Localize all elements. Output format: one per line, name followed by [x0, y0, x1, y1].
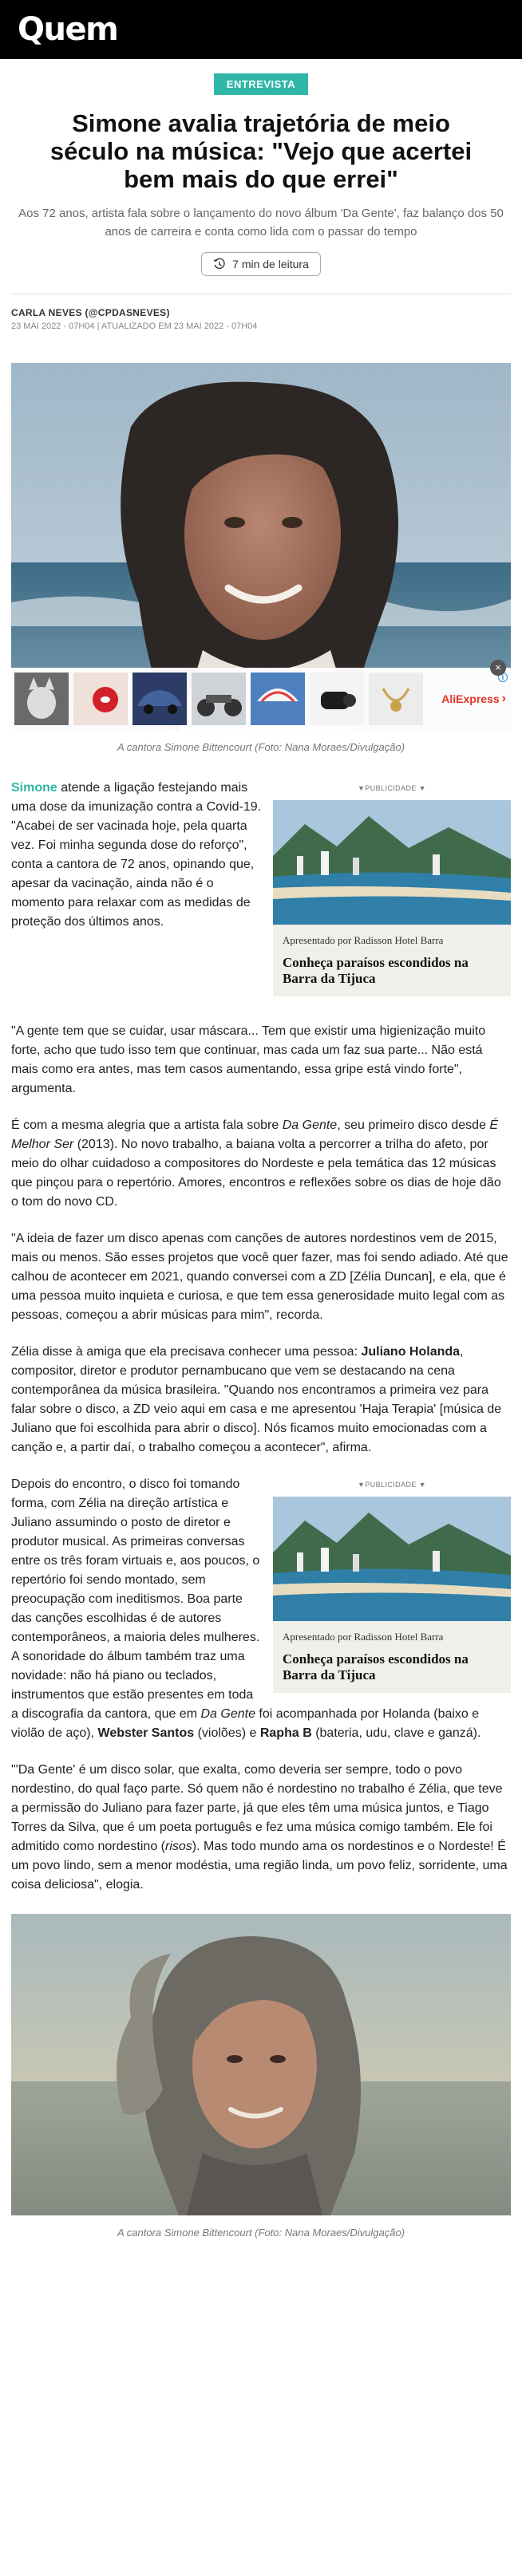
paragraph-5-a: Zélia disse à amiga que ela precisava conhecer uma pessoa: [11, 1345, 362, 1359]
ad-close-button[interactable]: × [490, 660, 506, 676]
ad-thumb-cat[interactable] [14, 673, 69, 725]
paragraph-4: "A ideia de fazer um disco apenas com canções de autores nordestinos vem de 2015, mais ou menos. São esses projetos que você quer fazer, mas foi sendo adiado. Até que calhou de acontecer em 2021, quando conversei com a ZD [Zélia Duncan], e ela, que é uma pessoa muito inquieta e curiosa, e que tem essa generosidade muito legal com as pessoas, começou a abrir músicas para mim", recorda. [11, 1232, 508, 1322]
sponsored-ad[interactable] [273, 779, 511, 996]
read-time-label: 7 min de leitura [232, 258, 309, 270]
ad-text-2 [273, 1621, 511, 1693]
ad-thumb-motorcycle[interactable] [192, 673, 246, 725]
laugh-note: risos [164, 1840, 192, 1853]
paragraph-7-b: ). Mas todo mundo ama os nordestinos e o Nordeste! É um povo lindo, sem a menor modéstia, uma região linda, um povo feliz, sorridente, uma coisa deliciosa", elogia. [11, 1840, 508, 1892]
read-time-button[interactable] [201, 252, 321, 276]
aliexpress-brand: AliExpress [441, 692, 500, 705]
paragraph-block-1 [11, 779, 511, 1004]
hero-image [11, 363, 511, 730]
hero-caption: A cantora Simone Bittencourt (Foto: Nana Moraes/Divulgação) [117, 741, 405, 753]
ad-card[interactable] [273, 800, 511, 996]
paragraph-block-6 [11, 1475, 511, 1743]
ad-photo [273, 800, 511, 925]
hero-ad-strip[interactable] [11, 661, 511, 730]
album-title-2: Da Gente [200, 1707, 255, 1721]
publish-dates: 23 MAI 2022 - 07H04 | ATUALIZADO EM 23 MAI 2022 - 07H04 [11, 322, 258, 331]
ad-title-2[interactable]: Conheça paraísos escondidos na Barra da Tijuca [283, 1651, 469, 1682]
producer-name: Juliano Holanda [361, 1345, 461, 1359]
paragraph-3-c: (2013). No novo trabalho, a baiana volta a percorrer a trilha do afeto, por meio do olhar cuidadoso a compositores do Nordeste e pela temática das 12 músicas que pinçou para o repertório. Amores, encontros e reflexões sobre os dias de hoje dão o tom do novo CD. [11, 1138, 501, 1209]
musician-name-2: Rapha B [259, 1726, 312, 1740]
ad-thumb-speaker[interactable] [310, 673, 364, 725]
previous-album-title: É Melhor Ser [11, 1118, 499, 1151]
article-headline: Simone avalia trajetória de meio século na música: "Vejo que acertei bem mais do que errei" [49, 109, 473, 193]
paragraph-7 [11, 1761, 511, 1895]
ad-title[interactable]: Conheça paraísos escondidos na Barra da Tijuca [283, 955, 469, 986]
paragraph-2: "A gente tem que se cuidar, usar máscara... Tem que existir uma higienização muito forte, acho que tudo isso tem que continuar, mas cada um faz sua parte... Não está mais como era antes, mas tem casos aumentando, essa gripe está vindo forte", argumenta. [11, 1024, 486, 1095]
ad-thumb-accessory[interactable] [369, 673, 423, 725]
site-header [0, 0, 522, 59]
aliexpress-ad-link[interactable] [441, 692, 506, 706]
paragraph-3-b: , seu primeiro disco desde [337, 1118, 490, 1132]
paragraph-7-a: "'Da Gente' é um disco solar, que exalta, como deveria ser sempre, todo o povo nordestino, do qual faço parte. Só quem não é nordestino no trabalho é Zélia, que teve a permissão do Juliano para fazer parte, já que eles têm uma música juntos, e Tiago Torres da Silva, que é um poeta português e fez uma música comigo também. Ele foi admitido como nordestino ( [11, 1763, 503, 1853]
chevron-right-icon: › [501, 692, 506, 705]
paragraph-6-d: (bateria, udu, clave e ganzá). [311, 1726, 481, 1740]
paragraph-5-b: , compositor, diretor e produtor pernambucano que vem se destacando na cena contemporânea da música brasileira. "Quando nos encontramos a primeira vez para falar sobre o disco, a ZD veio aqui em casa e me apresentou 'Haja Terapia' [música de Juliano que foi escolhida para abrir o disco]. Nós ficamos muito emocionadas com a canção e, a partir daí, o trabalho começou a acontecer", afirma. [11, 1345, 502, 1454]
ad-label-2: ▼PUBLICIDADE ▼ [358, 1481, 426, 1489]
bottom-caption: A cantora Simone Bittencourt (Foto: Nana Moraes/Divulgação) [117, 2227, 405, 2239]
author-name[interactable]: CARLA NEVES (@CPDASNEVES) [11, 307, 170, 318]
ad-sponsor: Apresentado por Radisson Hotel Barra [283, 934, 444, 946]
ad-photo-2 [273, 1497, 511, 1621]
musician-name-1: Webster Santos [97, 1726, 195, 1740]
clock-icon [213, 258, 226, 270]
ad-thumb-umbrella[interactable] [251, 673, 305, 725]
article-lede: Aos 72 anos, artista fala sobre o lançamento do novo álbum 'Da Gente', faz balanço dos 50 anos de carreira e conta como lida com o passar do tempo [18, 207, 504, 239]
ad-card-2[interactable] [273, 1497, 511, 1693]
ad-info-icon[interactable]: i [498, 673, 508, 682]
section-badge-wrap [0, 73, 522, 95]
read-time-wrap [0, 252, 522, 276]
paragraph-6-b: foi acompanhada por Holanda (baixo e violão de aço), [11, 1707, 480, 1740]
ad-thumb-car[interactable] [132, 673, 187, 725]
ad-sponsor-2: Apresentado por Radisson Hotel Barra [283, 1631, 444, 1643]
paragraph-1-text: atende a ligação festejando mais uma dose da imunização contra a Covid-19. "Acabei de ser vacinada hoje, pela quarta vez. Foi minha segunda dose do reforço", conta a cantora de 72 anos, opinando que, apesar da vacinação, ainda não é o momento para relaxar com as medidas de proteção dos últimos anos. [11, 781, 262, 929]
bottom-image [11, 1914, 511, 2215]
ad-label: ▼PUBLICIDADE ▼ [358, 784, 426, 792]
section-badge[interactable]: ENTREVISTA [214, 73, 308, 95]
article-body [0, 779, 522, 1895]
ad-text [273, 925, 511, 996]
paragraph-3 [11, 1116, 511, 1212]
paragraph-6-c: (violões) e [194, 1726, 260, 1740]
album-title: Da Gente [282, 1118, 338, 1132]
ad-thumb-lips[interactable] [73, 673, 128, 725]
artist-link[interactable]: Simone [11, 781, 57, 795]
paragraph-6-a: Depois do encontro, o disco foi tomando forma, com Zélia na direção artística e Juliano assumindo o posto de diretor e produtor musical. As primeiras conversas entre os três foram virtuais e, aos poucos, o repertório foi sendo montado, sem preocupação com ineditismos. Boa parte das canções escolhidas é de autores contemporâneos, a maioria deles mulheres. A sonoridade do álbum também traz uma novidade: não há piano ou teclados, instrumentos que estão presentes em toda a discografia da cantora, que em [11, 1477, 260, 1721]
bottom-photo [11, 1914, 511, 2215]
site-logo[interactable]: Quem [18, 11, 118, 48]
byline [0, 294, 522, 331]
paragraph-5 [11, 1343, 511, 1458]
paragraph-3-a: É com a mesma alegria que a artista fala sobre [11, 1118, 283, 1132]
sponsored-ad-2[interactable] [273, 1475, 511, 1693]
